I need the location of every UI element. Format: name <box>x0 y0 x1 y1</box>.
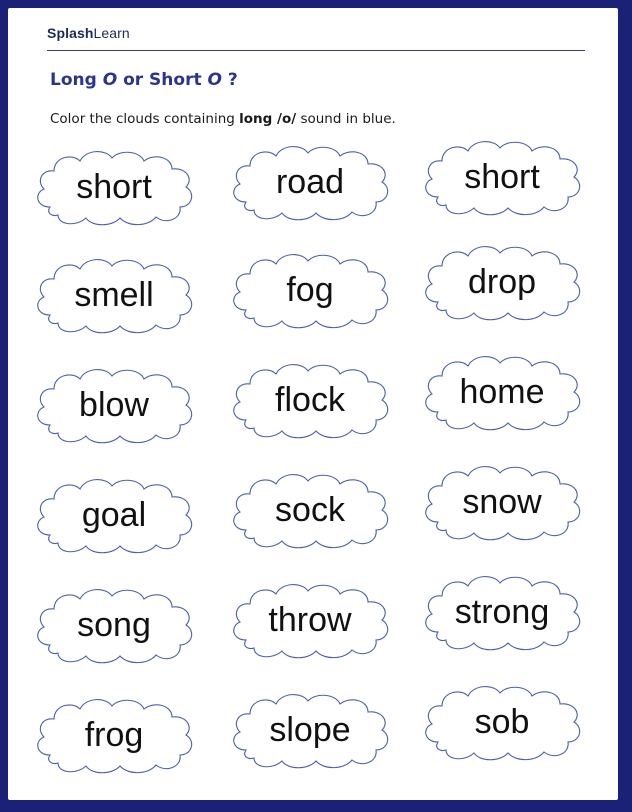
instructions: Color the clouds containing long /o/ sound in blue. <box>50 111 396 127</box>
cloud-grid <box>8 8 618 800</box>
cloud-word: snow <box>462 482 542 521</box>
word-cloud[interactable] <box>418 570 586 652</box>
cloud-word: sob <box>474 702 530 741</box>
word-cloud[interactable] <box>226 140 394 222</box>
splashlearn-logo: SplashLearn <box>47 25 130 41</box>
cloud-word: short <box>464 157 540 196</box>
word-cloud[interactable] <box>30 473 198 555</box>
word-cloud[interactable] <box>30 363 198 445</box>
worksheet-title: Long O or Short O ? <box>50 70 238 90</box>
cloud-word: song <box>77 605 151 644</box>
cloud-word: road <box>275 162 345 201</box>
word-cloud[interactable] <box>30 693 198 775</box>
word-cloud[interactable] <box>30 583 198 665</box>
cloud-word: slope <box>269 710 351 749</box>
cloud-word: fog <box>286 270 334 309</box>
cloud-word: blow <box>79 385 149 424</box>
word-cloud[interactable] <box>226 468 394 550</box>
word-cloud[interactable] <box>418 240 586 322</box>
word-cloud[interactable] <box>418 680 586 762</box>
cloud-word: short <box>76 167 152 206</box>
word-cloud[interactable] <box>226 358 394 440</box>
word-cloud[interactable] <box>418 460 586 542</box>
word-cloud[interactable] <box>226 688 394 770</box>
cloud-word: home <box>459 372 545 411</box>
word-cloud[interactable] <box>418 135 586 217</box>
cloud-word: frog <box>84 715 144 754</box>
word-cloud[interactable] <box>226 248 394 330</box>
cloud-word: smell <box>74 275 154 314</box>
cloud-word: throw <box>268 600 352 639</box>
worksheet-page <box>8 8 618 800</box>
word-cloud[interactable] <box>226 578 394 660</box>
word-cloud[interactable] <box>30 253 198 335</box>
cloud-word: flock <box>275 380 345 419</box>
cloud-word: drop <box>467 262 537 301</box>
word-cloud[interactable] <box>418 350 586 432</box>
cloud-word: strong <box>454 592 550 631</box>
cloud-word: sock <box>275 490 345 529</box>
cloud-word: goal <box>81 495 147 534</box>
word-cloud[interactable] <box>30 145 198 227</box>
